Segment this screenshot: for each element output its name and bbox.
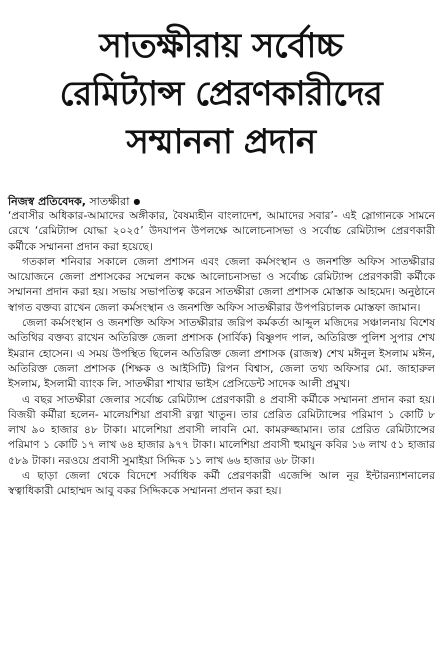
byline-author: নিজস্ব প্রতিবেদক, — [8, 195, 86, 208]
article-body — [0, 194, 442, 500]
headline-line-1: সাতক্ষীরায় সর্বোচ্চ — [99, 26, 343, 66]
byline-location: সাতক্ষীরা — [89, 195, 130, 208]
paragraph-guests: জেলা কর্মসংস্থান ও জনশক্তি অফিস সাতক্ষীরার জরিপ কর্মকর্তা আব্দুল মজিদের সঞ্চালনায় বিশেষ অতিথির বক্তব্য রাখেন অতিরিক্ত জেলা প্রশাসক (সার্বিক) বিষ্ণুপদ পাল, অতিরিক্ত পুলিশ সুপার শেখ ইমরান হোসেন। এ সময় উপস্থিত ছিলেন অতিরিক্ত জেলা প্রশাসক (রাজস্ব) শেখ মঈনুল ইসলাম মঈন, অতিরিক্ত জেলা প্রশাসক (শিক্ষক ও আইসিটি) রিপন বিশ্বাস, জেলা তথ্য অফিসার মো. জাহারুল ইসলাম, ইসলামী ব্যাংক লি. সাতক্ষীরা শাখার ভাইস প্রেসিডেন্ট সাদেক আলী প্রমুখ। — [8, 317, 435, 391]
paragraph-event: গতকাল শনিবার সকালে জেলা প্রশাসন এবং জেলা কর্মসংস্থান ও জনশক্তি অফিস সাতক্ষীরার আয়োজনে জেলা প্রশাসকের সম্মেলন কক্ষে আলোচনাসভা ও সর্বোচ্চ রেমিট্যান্স প্রেরণকারী কর্মীকে সম্মাননা প্রদান করা হয়। সভায় সভাপতিত্ব করেন সাতক্ষীরা জেলা প্রশাসক মোস্তাক আহমেদ। অনুষ্ঠানে স্বাগত বক্তব্য রাখেন জেলা কর্মসংস্থান ও জনশক্তি অফিস সাতক্ষীরার উপপরিচালক মোস্তফা জামান। — [8, 255, 435, 314]
paragraph-awardees: এ বছর সাতক্ষীরা জেলার সর্বোচ্চ রেমিট্যান্স প্রেরণকারী ৪ প্রবাসী কর্মীকে সম্মাননা প্রদান করা হয়। বিজয়ী কর্মীরা হলেন- মালেয়শিয়া প্রবাসী রত্না খাতুন। তার প্রেরিত রেমিট্যান্সের পরিমাণ ১ কোটি ৮ লাখ ৯০ হাজার ৪৮ টাকা। মালেশিয়া প্রবাসী লাবনি মো. কামরুজ্জামান। তার প্রেরিত রেমিট্যান্সের পরিমাণ ১ কোটি ১৭ লাখ ৬৪ হাজার ৯৭৭ টাকা। মালেশিয়া প্রবাসী হুমায়ুন কবির ১৬ লাখ ৫১ হাজার ৫৮৯ টাকা। নরওয়ে প্রবাসী সুমাইয়া সিদ্দিক ১১ লাখ ৬৬ হাজার ৬৮ টাকা। — [8, 393, 435, 467]
byline — [8, 194, 435, 209]
paragraph-intro: ‘প্রবাসীর অধিকার-আমাদের অঙ্গীকার, বৈষম্যহীন বাংলাদেশ, আমাদের সবার’- এই স্লোগানকে সামনে রেখে ‘রেমিট্যান্স যোদ্ধা ২০২৫’ উদযাপন উপলক্ষে আলোচনাসভা ও সর্বোচ্চ রেমিট্যান্স প্রেরণকারী কর্মীকে সম্মাননা প্রদান করা হয়েছে। — [8, 210, 435, 253]
paragraph-agency: এ ছাড়া জেলা থেকে বিদেশে সর্বাধিক কর্মী প্রেরণকারী এজেন্সি আল নূর ইন্টারন্যাশনালের স্বত্বাধিকারী মোহাম্মদ আবু বকর সিদ্দিককে সম্মাননা প্রদান করা হয়। — [8, 470, 435, 498]
headline-line-2: রেমিট্যান্স প্রেরণকারীদের — [59, 74, 383, 114]
headline — [0, 0, 442, 166]
byline-dot-icon: ● — [133, 197, 141, 206]
headline-line-3: সম্মাননা প্রদান — [126, 122, 316, 162]
